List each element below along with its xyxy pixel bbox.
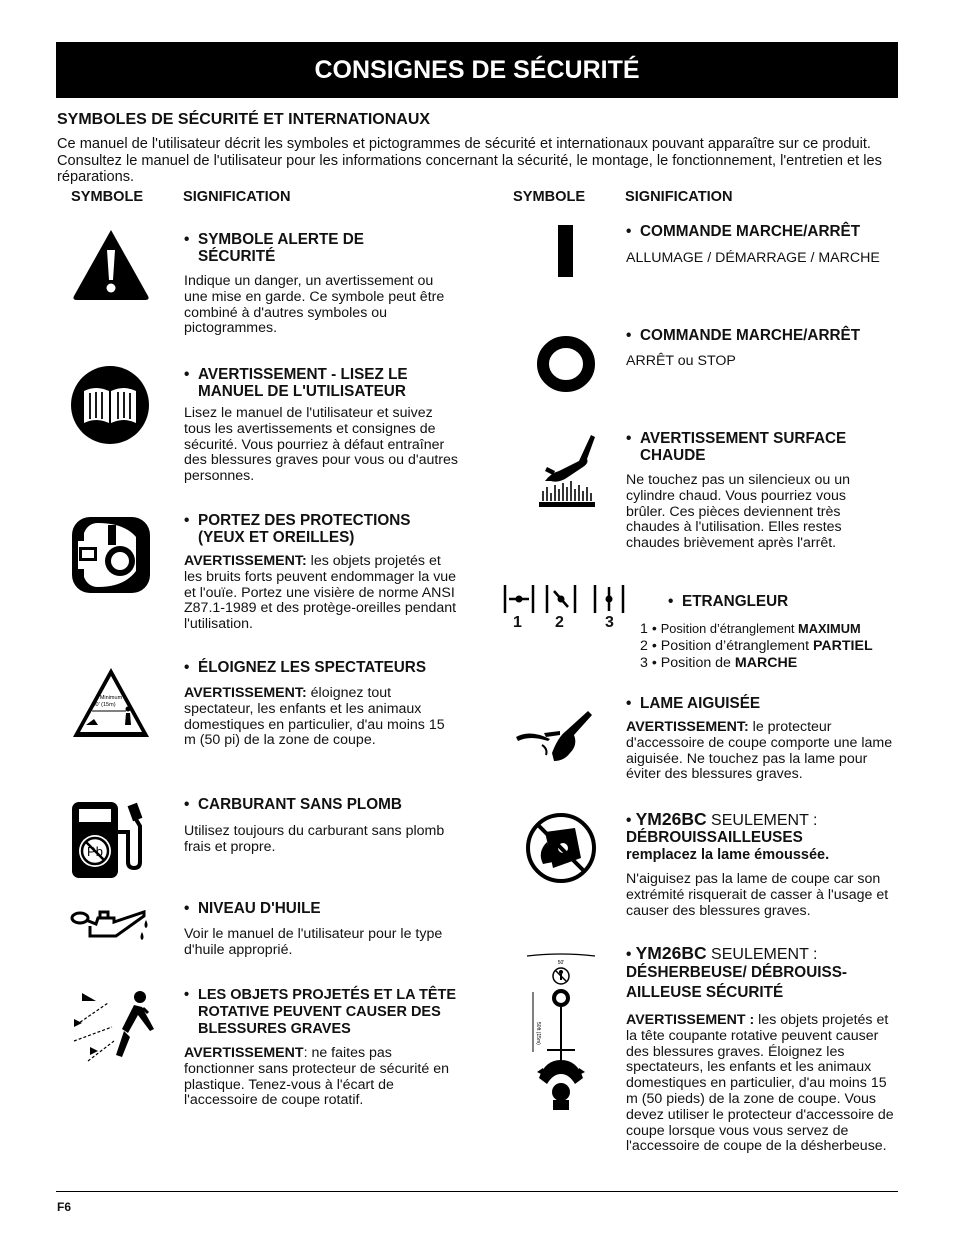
on-text: ALLUMAGE / DÉMARRAGE / MARCHE: [626, 250, 880, 266]
fuel-pump-icon: [70, 796, 152, 878]
protection-text: AVERTISSEMENT: les objets projetés et les bruits forts peuvent endommager la vue et l'ouïe. Portez une visière de norme ANSI Z87.1-1989 et des protège-oreilles pendant l'utilisation.: [184, 553, 457, 633]
oil-title: • NIVEAU D'HUILE: [184, 900, 321, 917]
bystanders-text: AVERTISSEMENT: éloignez tout spectateur, les enfants et les animaux domestiques en particulier, d'au moins 15 m (50 pi) de la zone de coupe.: [184, 685, 445, 749]
col-header-symbol-left: SYMBOLE: [71, 189, 144, 205]
keep-bystanders-away-icon: [70, 665, 152, 741]
brush-text: N'aiguisez pas la lame de coupe car son extrémité risquerait de casser à l'usage et causer des blessures graves.: [626, 871, 889, 919]
brush-title: • YM26BC SEULEMENT : DÉBROUISSAILLEUSES remplacez la lame émoussée.: [626, 809, 830, 863]
col-header-meaning-right: SIGNIFICATION: [625, 189, 733, 205]
on-title: • COMMANDE MARCHE/ARRÊT: [626, 223, 861, 240]
choke-number-3: 3: [605, 614, 614, 631]
bystanders-title: • ÉLOIGNEZ LES SPECTATEURS: [184, 659, 427, 676]
section-title: SYMBOLES DE SÉCURITÉ ET INTERNATIONAUX: [57, 111, 431, 128]
list-item: 3 • Position de MARCHE: [640, 655, 798, 671]
choke-number-1: 1: [513, 614, 522, 631]
fuel-text: Utilisez toujours du carburant sans plomb frais et propre.: [184, 823, 445, 855]
hot-title: • AVERTISSEMENT SURFACE CHAUDE: [626, 430, 847, 464]
hot-text: Ne touchez pas un silencieux ou un cylindre chaud. Vous pourriez vous brûler. Ces pièces deviennent très chaudes à l'utilisation. Elles restes chaudes brièvement après l'arrêt.: [626, 472, 850, 552]
col-header-symbol-right: SYMBOLE: [513, 189, 586, 205]
blade-text: AVERTISSEMENT: le protecteur d'accessoire de coupe comporte une lame aiguisée. Ne touchez pas la lame pour éviter des blessures graves.: [626, 719, 893, 783]
off-text: ARRÊT ou STOP: [626, 353, 736, 369]
footer-divider: [56, 1191, 898, 1192]
off-switch-icon: [535, 335, 597, 393]
oil-text: Voir le manuel de l'utilisateur pour le type d'huile approprié.: [184, 926, 443, 958]
page-title: CONSIGNES DE SÉCURITÉ: [314, 55, 640, 84]
manual-text: Lisez le manuel de l'utilisateur et suivez tous les avertissements et consignes de sécurité. Vous pourriez à défaut entraîner des blessures graves pour vous ou d'autres personnes.: [184, 405, 459, 485]
manual-title: • AVERTISSEMENT - LISEZ LE MANUEL DE L'UTILISATEUR: [184, 366, 408, 400]
fuel-title: • CARBURANT SANS PLOMB: [184, 796, 402, 813]
section-intro: Ce manuel de l'utilisateur décrit les symboles et pictogrammes de sécurité et internationaux pouvant apparaître sur ce produit. Consultez le manuel de l'utilisateur pour les informations concernant la sécurité, le montage, le fonctionnement, l'entretien et les réparations.: [57, 136, 882, 185]
thrown-objects-icon: [68, 985, 154, 1067]
blade-title: • LAME AIGUISÉE: [626, 695, 761, 712]
list-item: 1 • Position d’étranglement MAXIMUM: [640, 621, 861, 637]
protection-title: • PORTEZ DES PROTECTIONS (YEUX ET OREILLES): [184, 512, 411, 546]
warning-triangle-icon: [70, 226, 152, 302]
off-title: • COMMANDE MARCHE/ARRÊT: [626, 327, 861, 344]
thrown-text: AVERTISSEMENT: ne faites pas fonctionner sans protecteur de sécurité en plastique. Tenez-vous à l'écart de l'accessoire de coupe rotatif.: [184, 1045, 449, 1109]
choke-number-2: 2: [555, 614, 564, 631]
page-number: F6: [57, 1200, 72, 1214]
svg-text:50': 50': [557, 960, 565, 966]
oil-can-icon: [70, 906, 152, 946]
svg-text:50' (15m): 50' (15m): [92, 702, 116, 708]
no-sharpening-icon: [525, 812, 597, 884]
choke-positions-icon: [503, 583, 627, 615]
sharp-blade-icon: [514, 705, 598, 765]
svg-text:50ft (15m): 50ft (15m): [535, 1022, 541, 1045]
alert-text: Indique un danger, un avertissement ou une mise en garde. Ce symbole peut être combiné à d'autres symboles ou pictogrammes.: [184, 273, 445, 337]
svg-text:Pb: Pb: [87, 844, 103, 859]
eye-ear-protection-icon: [70, 515, 152, 595]
read-manual-icon: [70, 365, 150, 445]
page-banner: [56, 42, 898, 98]
alert-title: • SYMBOLE ALERTE DE SÉCURITÉ: [184, 231, 365, 265]
on-switch-icon: [556, 225, 576, 277]
list-item: 2 • Position d’étranglement PARTIEL: [640, 638, 873, 654]
trimmer-text: AVERTISSEMENT : les objets projetés et la tête coupante rotative peuvent causer des blessures graves. Éloignez les spectateurs, les enfants et les animaux domestiques en particulier, d'au moins 15 m (50 pieds) de la zone de coupe. Vous devez utiliser le protecteur d'accessoire de coupe lorsque vous vous servez de l'accessoire de coupe de la désherbeuse.: [626, 1012, 894, 1155]
choke-list: [640, 620, 873, 672]
choke-title: • ETRANGLEUR: [668, 593, 789, 610]
thrown-title: • LES OBJETS PROJETÉS ET LA TÊTE ROTATIVE PEUVENT CAUSER DES BLESSURES GRAVES: [184, 987, 457, 1037]
col-header-meaning-left: SIGNIFICATION: [183, 189, 291, 205]
trimmer-title: • YM26BC SEULEMENT : DÉSHERBEUSE/ DÉBROUISS-AILLEUSE SÉCURITÉ: [626, 943, 847, 1001]
trimmer-safety-zone-icon: [523, 952, 599, 1112]
svg-text:Minimum: Minimum: [99, 695, 123, 701]
hot-surface-icon: [535, 425, 599, 509]
